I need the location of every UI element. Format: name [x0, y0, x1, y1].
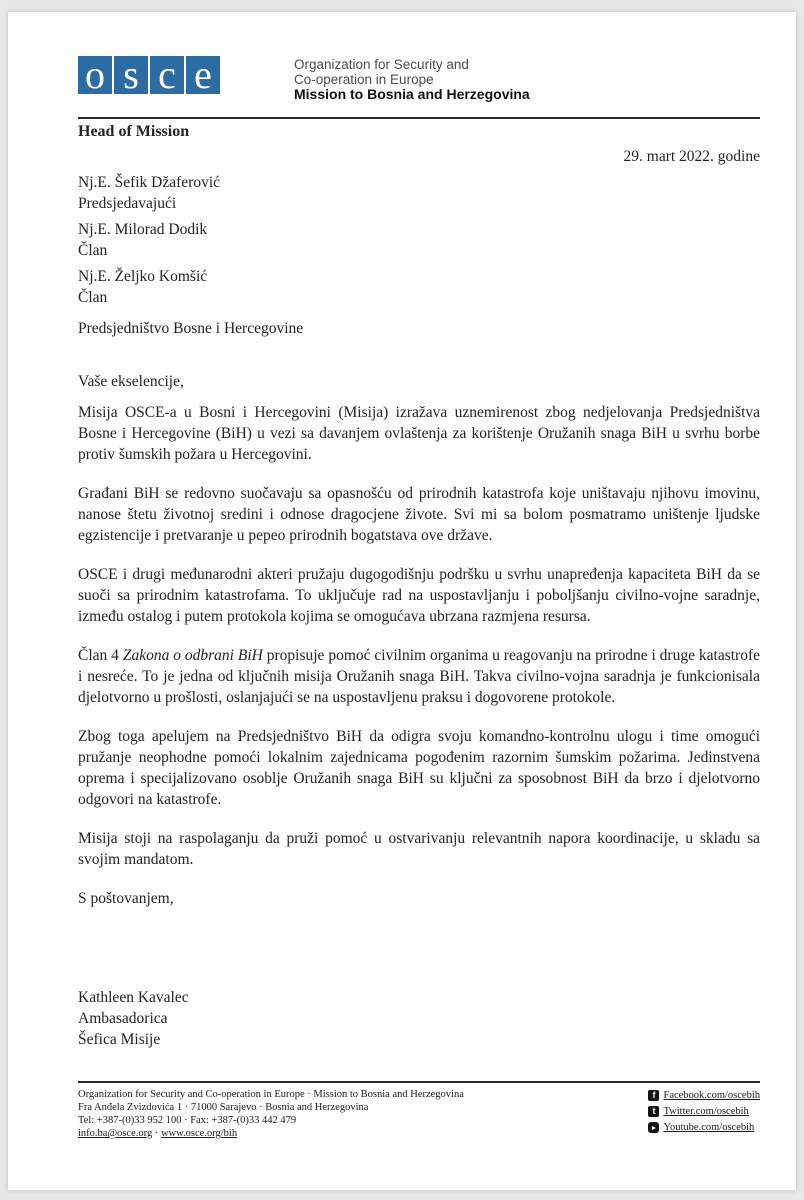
recipient-role: Predsjedavajući	[78, 195, 177, 212]
letter-footer	[78, 1081, 760, 1140]
recipient	[78, 219, 760, 261]
signer-title: Ambasadorica	[78, 1010, 168, 1027]
letterhead	[78, 56, 760, 102]
youtube-icon	[648, 1122, 659, 1133]
recipient	[78, 266, 760, 308]
footer-address-line: Fra Anđela Zvizdovića 1 · 71000 Sarajevo · Bosnia and Herzegovina	[78, 1102, 369, 1113]
email-link[interactable]: info.ba@osce.org	[78, 1128, 153, 1139]
org-name-line1: Organization for Security and	[294, 57, 469, 72]
paragraph: Misija OSCE-a u Bosni i Hercegovini (Misija) izražava uznemirenost zbog nedjelovanja Predsjedništva Bosne i Hercegovine (BiH) u vezi sa davanjem ovlaštenja za korištenje Oružanih snaga BiH u svrhu borbe protiv šumskih požara u Hercegovini.	[78, 404, 760, 463]
recipient-name: Nj.E. Željko Komšić	[78, 268, 208, 285]
footer-contact-block	[78, 1088, 464, 1140]
recipient-role: Član	[78, 289, 108, 306]
social-row	[648, 1120, 760, 1135]
paragraph-text: propisuje pomoć civilnim organima u reagovanju na prirodne i druge katastrofe i nesreće. To je jedna od ključnih misija Oružanih snaga BiH. Takva civilno-vojna saradnja je funkcionisala djelotvorno u prošlosti, oslanjajući se na uspostavljenu praksu i dogovorene protokole.	[78, 647, 760, 706]
paragraph: Misija stoji na raspolaganju da pruži pomoć u ostvarivanju relevantnih napora koordinacije, u skladu sa svojim mandatom.	[78, 830, 760, 868]
youtube-link[interactable]: Youtube.com/oscebih	[663, 1122, 755, 1133]
letter-body	[78, 402, 760, 909]
twitter-icon: t	[648, 1106, 659, 1117]
facebook-icon: f	[648, 1090, 659, 1101]
facebook-link[interactable]: Facebook.com/oscebih	[663, 1090, 760, 1101]
osce-logo-letter: s	[114, 56, 148, 94]
paragraph-text: Član 4	[78, 647, 123, 664]
recipient	[78, 172, 760, 214]
letter-page	[8, 12, 796, 1190]
recipient-list	[78, 172, 760, 339]
osce-logo	[78, 56, 220, 94]
letter-date: 29. mart 2022. godine	[623, 148, 760, 165]
paragraph	[78, 645, 760, 708]
signer-name: Kathleen Kavalec	[78, 989, 189, 1006]
salutation: Vaše ekselencije,	[78, 373, 184, 390]
link-separator: ·	[154, 1128, 159, 1139]
social-row	[648, 1088, 760, 1103]
header-divider	[78, 117, 760, 119]
signer-role: Šefica Misije	[78, 1031, 161, 1048]
osce-logo-letter: o	[78, 56, 112, 94]
recipient-name: Nj.E. Milorad Dodik	[78, 221, 208, 238]
osce-logo-letter: e	[186, 56, 220, 94]
sender-title: Head of Mission	[78, 123, 190, 140]
footer-org-line: Organization for Security and Co-operation in Europe · Mission to Bosnia and Herzegovina	[78, 1089, 464, 1100]
recipient-role: Član	[78, 242, 108, 259]
paragraph: Građani BiH se redovno suočavaju sa opasnošću od prirodnih katastrofa koje uništavaju njihovu imovinu, nanose štetu životnoj sredini i odnose dragocjene živote. Svi mi sa bolom posmatramo uništenje ljudske egzistencije i pretvaranje u pepeo prirodnih bogatstava ove države.	[78, 485, 760, 544]
website-link[interactable]: www.osce.org/bih	[160, 1128, 238, 1139]
paragraph: OSCE i drugi međunarodni akteri pružaju dugogodišnju podršku u svrhu unapređenja kapaciteta BiH da se suoči sa prirodnim katastrofama. To uključuje rad na uspostavljanju i poboljšanju civilno-vojne saradnje, između ostalog i putem protokola kojima se omogućava ubrzana razmjena resursa.	[78, 566, 760, 625]
closing: S poštovanjem,	[78, 890, 174, 907]
mission-name: Mission to Bosnia and Herzegovina	[294, 86, 530, 102]
footer-phone-line: Tel: +387-(0)33 952 100 · Fax: +387-(0)33 442 479	[78, 1115, 297, 1126]
osce-logo-letter: c	[150, 56, 184, 94]
recipient-name: Nj.E. Šefik Džaferović	[78, 174, 221, 191]
org-name-line2: Co-operation in Europe	[294, 72, 434, 87]
org-name-block	[294, 56, 530, 102]
letter-content	[78, 12, 760, 1050]
footer-links-line	[78, 1127, 464, 1140]
signature-block	[78, 987, 760, 1050]
footer-social-block	[648, 1088, 760, 1136]
paragraph: Zbog toga apelujem na Predsjedništvo BiH da odigra svoju komandno-kontrolnu ulogu i time omogući pružanje neophodne pomoći lokalnim zajednicama pogođenim razornim šumskim požarima. Jedinstvena oprema i specijalizovano osoblje Oružanih snaga BiH su ključni za sposobnost BiH da brzo i djelotvorno odgovori na katastrofe.	[78, 728, 760, 808]
recipient-institution: Predsjedništvo Bosne i Hercegovine	[78, 320, 304, 337]
twitter-link[interactable]: Twitter.com/oscebih	[663, 1106, 749, 1117]
law-title-italic: Zakona o odbrani BiH	[122, 647, 263, 664]
footer-divider	[78, 1081, 760, 1083]
social-row	[648, 1104, 760, 1119]
